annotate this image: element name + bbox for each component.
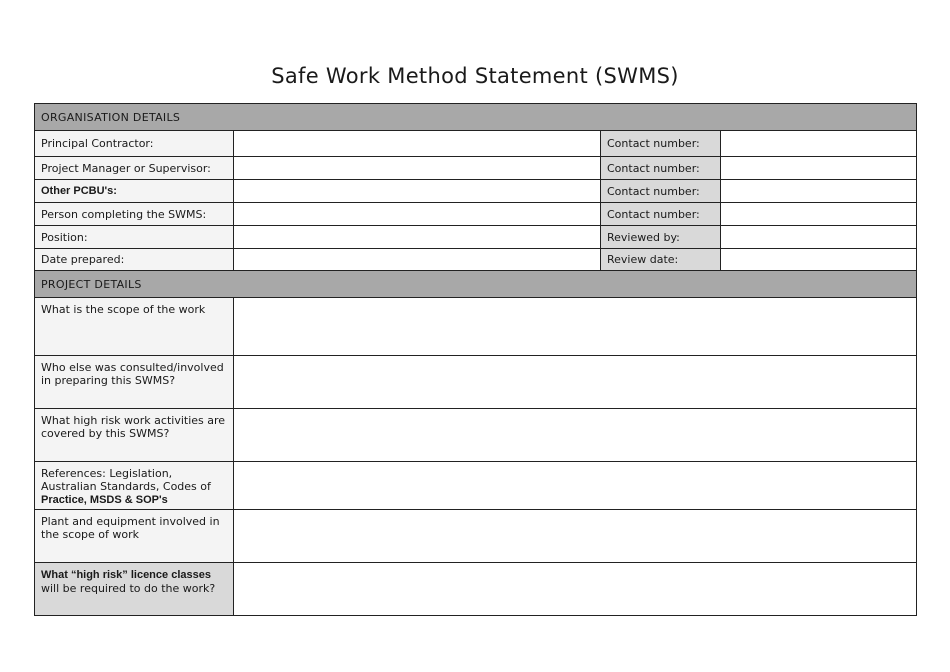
label-line: Australian Standards, Codes of xyxy=(41,480,211,493)
person-completing-contact-field[interactable] xyxy=(721,203,917,226)
project-details-header: PROJECT DETAILS xyxy=(35,271,917,298)
contact-number-label: Contact number: xyxy=(601,203,721,226)
position-field[interactable] xyxy=(234,226,601,249)
other-pcbus-field[interactable] xyxy=(234,180,601,203)
principal-contractor-contact-field[interactable] xyxy=(721,131,917,157)
reviewed-by-label: Reviewed by: xyxy=(601,226,721,249)
label-line: What is the scope of the work xyxy=(41,303,206,316)
licence-classes-field[interactable] xyxy=(234,563,917,616)
label-line: What high risk work activities are xyxy=(41,414,226,427)
table-row xyxy=(35,180,917,203)
position-label: Position: xyxy=(35,226,234,249)
label-line: will be required to do the work? xyxy=(41,582,216,595)
date-prepared-field[interactable] xyxy=(234,249,601,271)
review-date-field[interactable] xyxy=(721,249,917,271)
reviewed-by-field[interactable] xyxy=(721,226,917,249)
table-row xyxy=(35,226,917,249)
references-label xyxy=(35,462,234,510)
licence-classes-label xyxy=(35,563,234,616)
date-prepared-label: Date prepared: xyxy=(35,249,234,271)
table-row xyxy=(35,203,917,226)
other-pcbus-contact-field[interactable] xyxy=(721,180,917,203)
organisation-header-row xyxy=(35,104,917,131)
contact-number-label: Contact number: xyxy=(601,180,721,203)
swms-form-table xyxy=(34,103,917,616)
page-title: Safe Work Method Statement (SWMS) xyxy=(271,64,679,88)
table-row xyxy=(35,298,917,356)
table-row xyxy=(35,510,917,563)
table-row xyxy=(35,131,917,157)
contact-number-label: Contact number: xyxy=(601,131,721,157)
project-manager-contact-field[interactable] xyxy=(721,157,917,180)
label-line: Who else was consulted/involved xyxy=(41,361,224,374)
label-line: covered by this SWMS? xyxy=(41,427,170,440)
label-line: in preparing this SWMS? xyxy=(41,374,176,387)
table-row xyxy=(35,563,917,616)
person-completing-field[interactable] xyxy=(234,203,601,226)
plant-equipment-field[interactable] xyxy=(234,510,917,563)
table-row xyxy=(35,462,917,510)
label-line: References: Legislation, xyxy=(41,467,173,480)
contact-number-label: Contact number: xyxy=(601,157,721,180)
scope-of-work-label xyxy=(35,298,234,356)
person-completing-label: Person completing the SWMS: xyxy=(35,203,234,226)
plant-equipment-label xyxy=(35,510,234,563)
high-risk-activities-label xyxy=(35,409,234,462)
label-line: What “high risk” licence classes xyxy=(41,569,211,581)
label-line: Practice, MSDS & SOP's xyxy=(41,494,168,506)
references-field[interactable] xyxy=(234,462,917,510)
other-pcbus-label: Other PCBU's: xyxy=(35,180,234,203)
consulted-label xyxy=(35,356,234,409)
label-line: the scope of work xyxy=(41,528,140,541)
principal-contractor-label: Principal Contractor: xyxy=(35,131,234,157)
principal-contractor-field[interactable] xyxy=(234,131,601,157)
project-manager-field[interactable] xyxy=(234,157,601,180)
table-row xyxy=(35,249,917,271)
consulted-field[interactable] xyxy=(234,356,917,409)
review-date-label: Review date: xyxy=(601,249,721,271)
scope-of-work-field[interactable] xyxy=(234,298,917,356)
project-header-row xyxy=(35,271,917,298)
table-row xyxy=(35,356,917,409)
project-manager-label: Project Manager or Supervisor: xyxy=(35,157,234,180)
table-row xyxy=(35,157,917,180)
high-risk-activities-field[interactable] xyxy=(234,409,917,462)
table-row xyxy=(35,409,917,462)
organisation-details-header: ORGANISATION DETAILS xyxy=(35,104,917,131)
label-line: Plant and equipment involved in xyxy=(41,515,220,528)
